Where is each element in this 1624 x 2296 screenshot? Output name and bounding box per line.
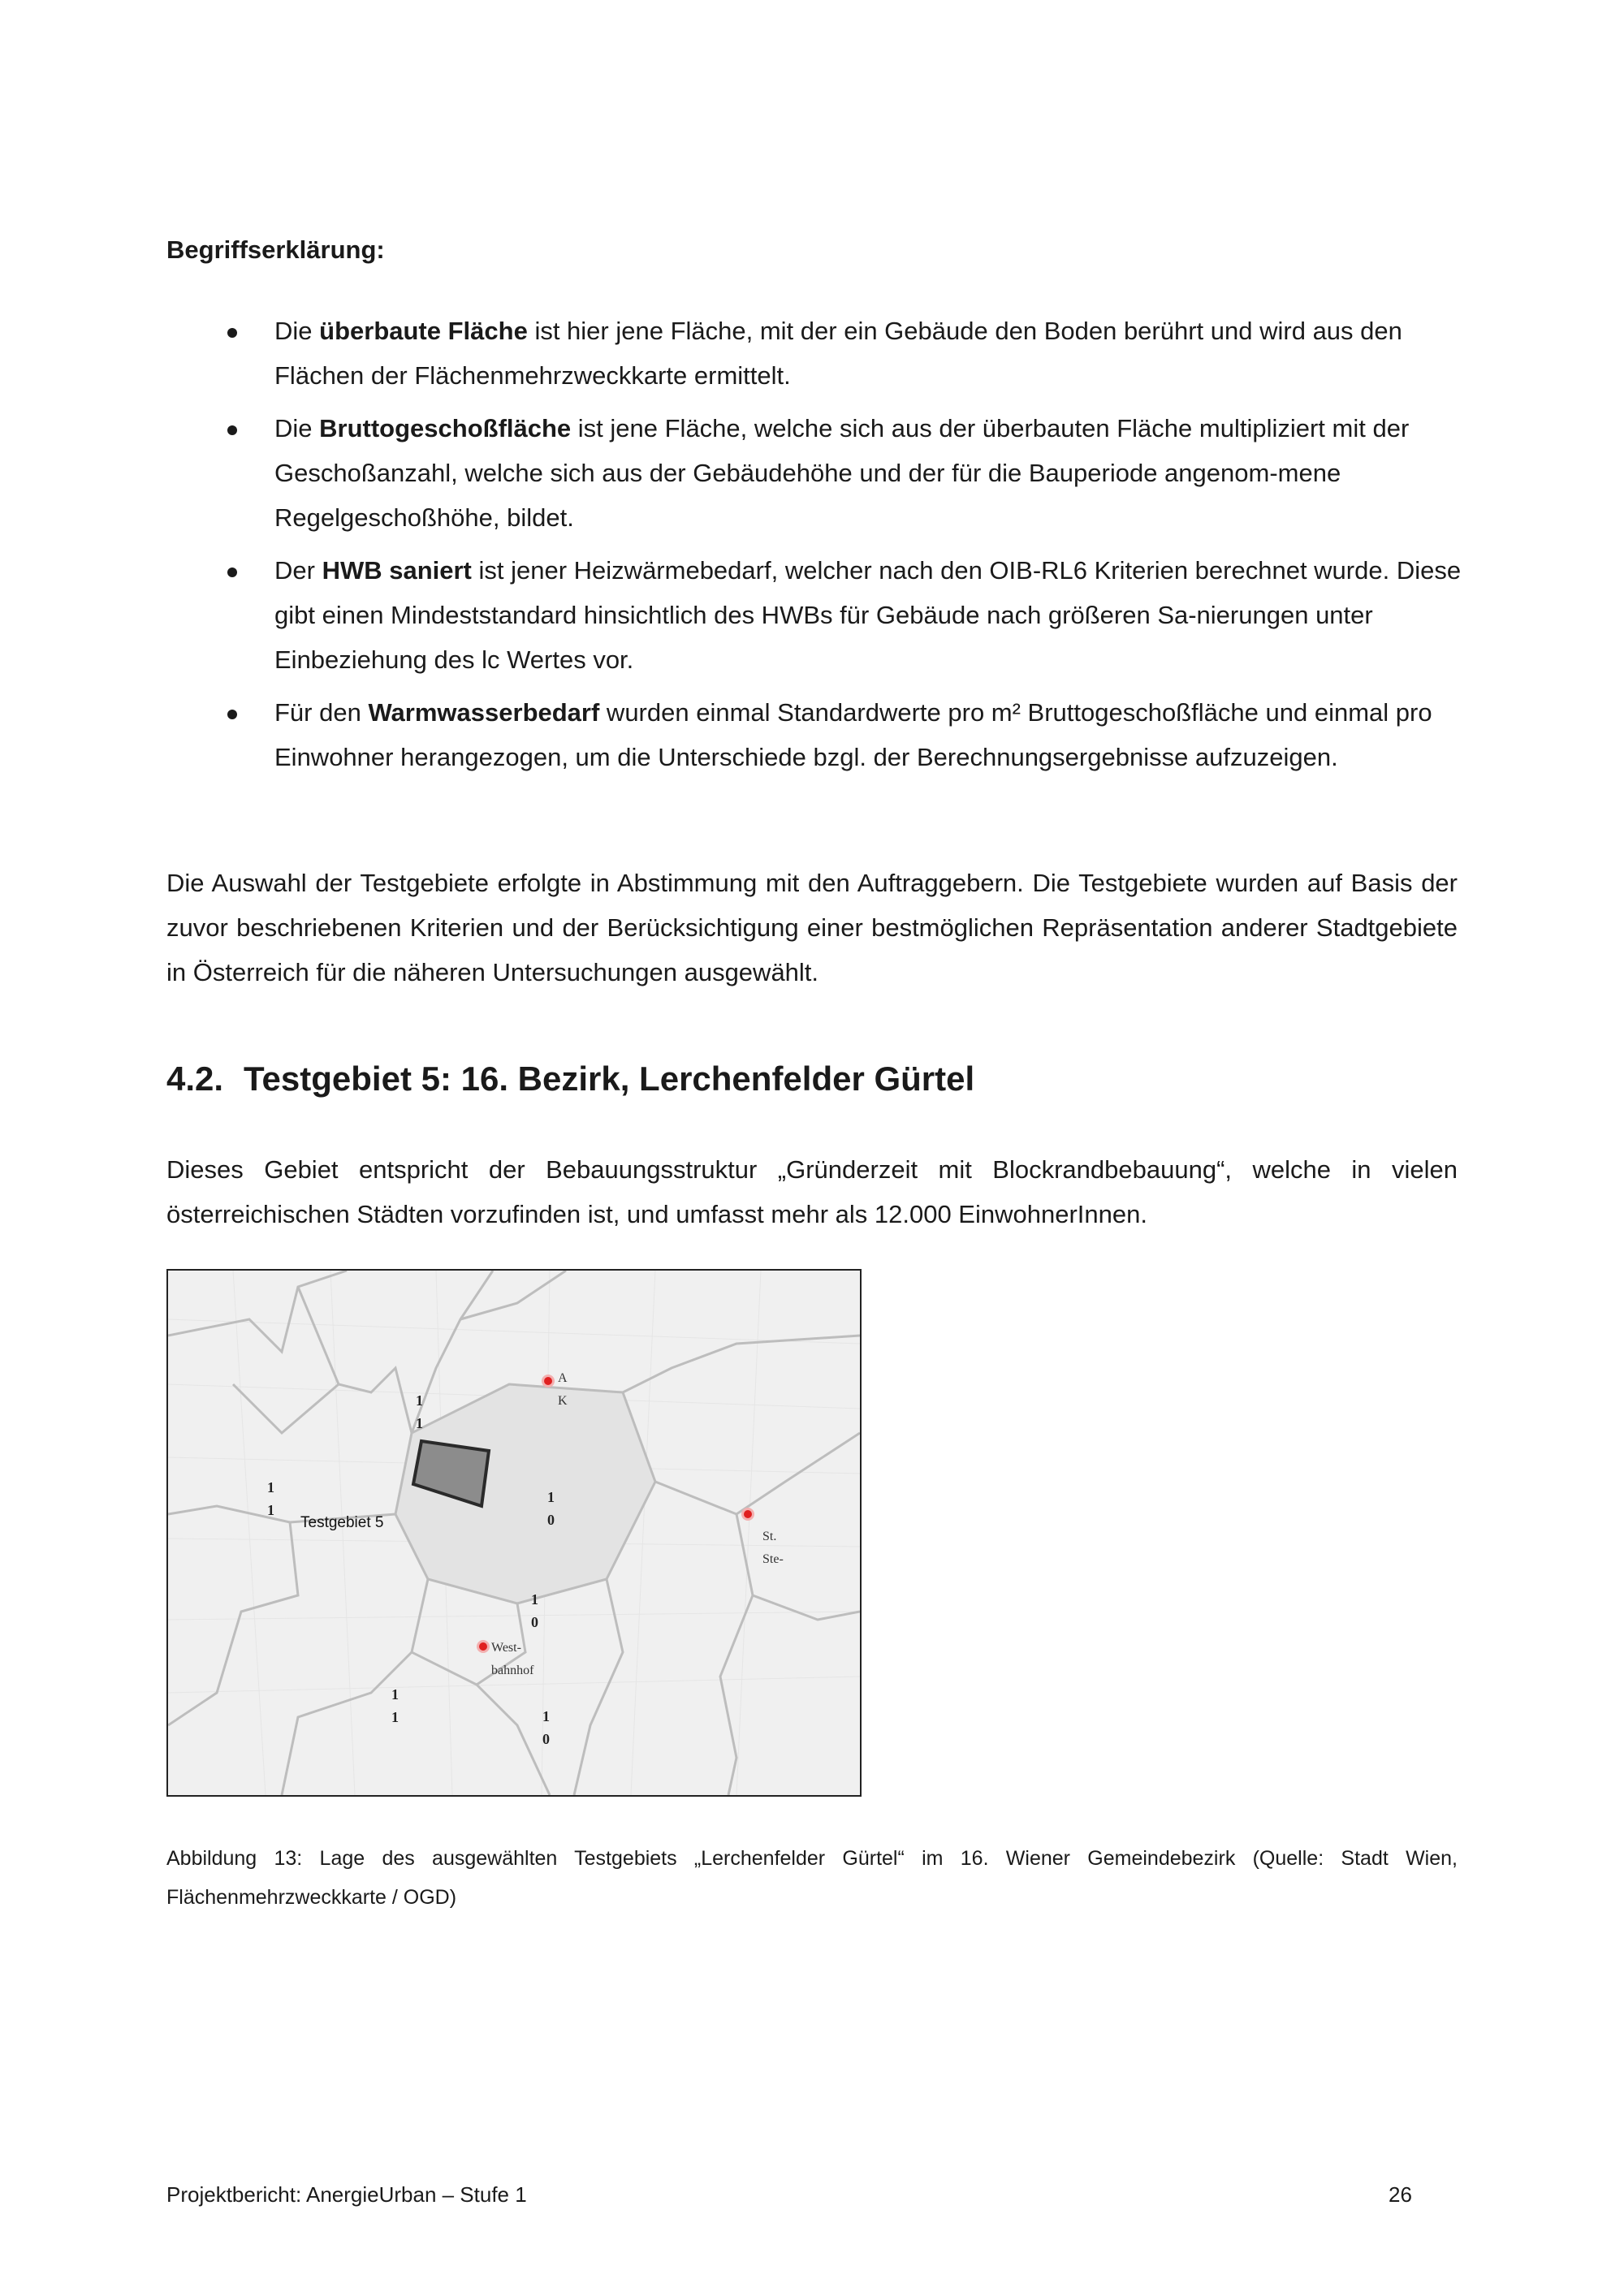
poi-label: bahnhof [491,1664,534,1677]
district-label: 1 [267,1479,274,1495]
definitions-heading: Begriffserklärung: [166,235,385,264]
district-label: 0 [542,1731,550,1747]
bullet-icon [227,568,237,577]
page-number: 26 [1389,2182,1412,2207]
bullet-icon [227,425,237,435]
poi-label: Ste- [762,1552,784,1566]
poi-marker-icon [544,1377,552,1385]
poi-label: A [558,1371,568,1385]
list-item: Für den Warmwasserbedarf wurden einmal Standardwerte pro m² Bruttogeschoßfläche und einmal pro Einwohner herangezogen, um die Unterschiede bzgl. der Berechnungsergebnisse aufzuzeigen. [166,690,1466,779]
district-label: 1 [547,1489,555,1505]
figure-caption: Abbildung 13: Lage des ausgewählten Testgebiets „Lerchenfelder Gürtel“ im 16. Wiener Gemeindebezirk (Quelle: Stadt Wien, Flächenmehrzweckkarte / OGD) [166,1847,1458,1909]
definitions-list [166,309,1466,788]
district-label: 1 [391,1709,399,1725]
selection-paragraph: Die Auswahl der Testgebiete erfolgte in Abstimmung mit den Auftraggebern. Die Testgebiete wurden auf Basis der zuvor beschriebenen Kriterien und der Berücksichtigung einer bestmöglichen Repräsentation anderer Stadtgebiete in Österreich für die näheren Untersuchungen ausgewählt. [166,869,1458,986]
list-item: Die überbaute Fläche ist hier jene Fläche, mit der ein Gebäude den Boden berührt und wird aus den Flächen der Flächenmehrzweckkarte ermittelt. [166,309,1466,398]
location-map [166,1269,862,1797]
bullet-icon [227,328,237,338]
list-item: Der HWB saniert ist jener Heizwärmebedarf, welcher nach den OIB-RL6 Kriterien berechnet wurde. Diese gibt einen Mindeststandard hinsichtlich des HWBs für Gebäude nach größeren Sa-nierungen unter Einbeziehung des lc Wertes vor. [166,548,1466,682]
footer-title: Projektbericht: AnergieUrban – Stufe 1 [166,2182,527,2207]
poi-marker-icon [744,1510,752,1518]
poi-label: St. [762,1530,777,1543]
testgebiet-label: Testgebiet 5 [300,1514,384,1531]
section-title-text: Testgebiet 5: 16. Bezirk, Lerchenfelder Gürtel [244,1060,975,1098]
list-item: Die Bruttogeschoßfläche ist jene Fläche, welche sich aus der überbauten Fläche multipliziert mit der Geschoßanzahl, welche sich aus der Gebäudehöhe und der für die Bauperiode angenom-mene Regelgeschoßhöhe, bildet. [166,406,1466,540]
section-title [166,1060,974,1098]
district-label: 0 [547,1512,555,1528]
poi-marker-icon [479,1642,487,1651]
district-label: 0 [531,1614,538,1630]
poi-label: West- [491,1641,521,1655]
district-label: 1 [416,1392,423,1409]
district-label: 1 [531,1591,538,1608]
bullet-icon [227,710,237,719]
district-label: 1 [267,1502,274,1518]
district-label: 1 [542,1708,550,1724]
poi-label: K [558,1394,568,1408]
map-graphic [168,1271,860,1795]
area-description-paragraph: Dieses Gebiet entspricht der Bebauungsstruktur „Gründerzeit mit Blockrandbebauung“, welche in vielen österreichischen Städten vorzufinden ist, und umfasst mehr als 12.000 EinwohnerInnen. [166,1155,1458,1228]
section-number: 4.2. [166,1060,224,1098]
district-label: 1 [416,1415,423,1431]
district-label: 1 [391,1686,399,1703]
